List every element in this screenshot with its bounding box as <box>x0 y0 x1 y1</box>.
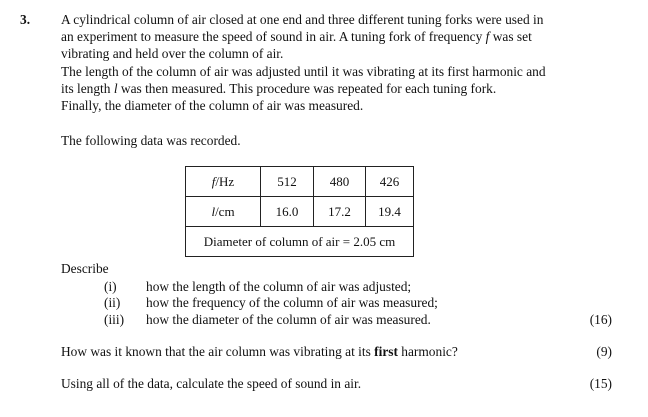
row-header-var: l <box>211 203 216 219</box>
table-footer: Diameter of column of air = 2.05 cm <box>186 227 414 257</box>
frequency-variable: f <box>485 29 490 44</box>
table-cell: 426 <box>366 167 414 197</box>
intro-line-2 <box>61 29 532 45</box>
table-row-diameter <box>186 227 414 257</box>
length-variable: l <box>113 81 118 96</box>
intro-line-5-b: was then measured. This procedure was repeated for each tuning fork. <box>117 81 497 96</box>
table-cell: 512 <box>261 167 314 197</box>
table-cell: 480 <box>314 167 366 197</box>
data-intro: The following data was recorded. <box>61 133 241 148</box>
row-header-length <box>186 197 261 227</box>
intro-line-1: A cylindrical column of air closed at one end and three different tuning forks were used in <box>61 12 544 27</box>
intro-line-6: Finally, the diameter of the column of air was measured. <box>61 98 364 113</box>
question-harmonic-b: harmonic? <box>397 344 458 359</box>
intro-line-5 <box>61 81 496 97</box>
emphasis-first: first <box>374 344 398 359</box>
table-cell: 19.4 <box>366 197 414 227</box>
intro-line-4: The length of the column of air was adjusted until it was vibrating at its first harmonic and <box>61 64 546 79</box>
marks-speed: (15) <box>589 376 612 391</box>
table-cell: 17.2 <box>314 197 366 227</box>
question-speed: Using all of the data, calculate the speed of sound in air. <box>61 376 362 391</box>
subpart-number: (ii) <box>104 295 121 310</box>
marks-describe: (16) <box>589 312 612 327</box>
intro-line-2-b: was set <box>489 29 532 44</box>
intro-line-3: vibrating and held over the column of air. <box>61 46 284 61</box>
subpart-number: (i) <box>104 279 117 294</box>
data-table <box>185 166 414 257</box>
subpart-text: how the length of the column of air was adjusted; <box>146 279 412 294</box>
intro-line-2-a: an experiment to measure the speed of sound in air. A tuning fork of frequency <box>61 29 486 44</box>
table-row-frequency <box>186 167 414 197</box>
subpart-number: (iii) <box>104 312 125 327</box>
table-cell: 16.0 <box>261 197 314 227</box>
row-header-unit: /cm <box>215 203 235 219</box>
question-harmonic <box>61 344 458 360</box>
marks-harmonic: (9) <box>596 344 612 359</box>
describe-label: Describe <box>61 261 109 276</box>
row-header-frequency <box>186 167 261 197</box>
intro-line-5-a: its length <box>61 81 114 96</box>
table-row-length <box>186 197 414 227</box>
question-harmonic-a: How was it known that the air column was vibrating at its <box>61 344 375 359</box>
subpart-text: how the diameter of the column of air was measured. <box>146 312 431 327</box>
row-header-var: f <box>211 173 216 189</box>
question-number: 3. <box>20 12 31 27</box>
subpart-text: how the frequency of the column of air was measured; <box>146 295 438 310</box>
row-header-unit: /Hz <box>215 173 235 189</box>
